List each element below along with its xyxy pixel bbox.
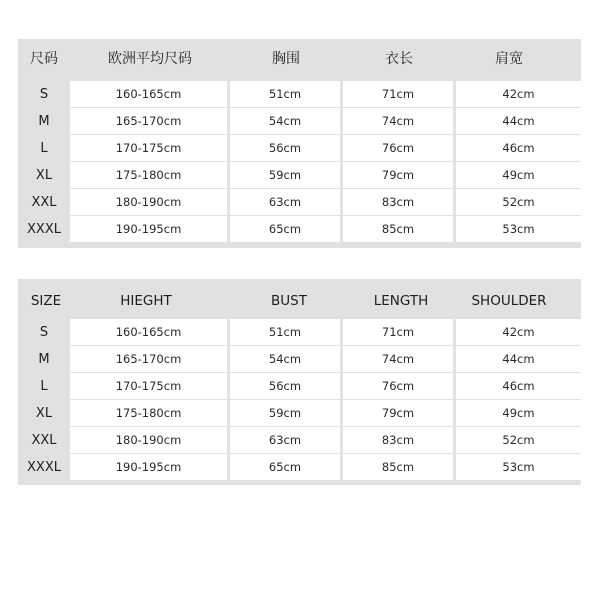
column-header: 尺码 [30,51,58,67]
table-cell: 56cm [230,135,340,161]
table-row [18,216,581,244]
table-cell: 76cm [343,373,453,399]
size-label: L [40,379,48,394]
column-header: 胸围 [272,51,300,67]
size-label: XXXL [27,222,61,237]
table-cell: 52cm [456,427,581,453]
table-cell: 71cm [343,319,453,345]
table-cell: 65cm [230,216,340,242]
table-row [18,189,581,217]
size-label: XXL [31,195,57,210]
table-cell: 190-195cm [70,216,227,242]
table-cell: 76cm [343,135,453,161]
size-label: M [38,114,50,129]
table-cell: 160-165cm [70,81,227,107]
table-row [18,319,581,347]
table-cell: 83cm [343,189,453,215]
table-cell: 190-195cm [70,454,227,480]
table-cell: 51cm [230,319,340,345]
table-row [18,162,581,190]
header-row [18,39,581,79]
column-header: 欧洲平均尺码 [108,51,192,67]
table-row [18,108,581,136]
table-cell: 83cm [343,427,453,453]
table-cell: 180-190cm [70,427,227,453]
table-cell: 54cm [230,346,340,372]
table-cell: 85cm [343,216,453,242]
table-cell: 56cm [230,373,340,399]
table-cell: 59cm [230,162,340,188]
table-cell: 49cm [456,400,581,426]
size-label: XXL [31,433,57,448]
column-header: HIEGHT [120,293,172,309]
size-chart-table-chinese [18,39,581,248]
table-cell: 165-170cm [70,346,227,372]
table-cell: 175-180cm [70,400,227,426]
table-cell: 46cm [456,135,581,161]
table-cell: 59cm [230,400,340,426]
size-label: L [40,141,48,156]
table-row [18,454,581,482]
table-cell: 170-175cm [70,135,227,161]
size-chart-table-english [18,279,581,485]
table-cell: 175-180cm [70,162,227,188]
size-label: XXXL [27,460,61,475]
column-header: BUST [271,293,307,309]
table-cell: 165-170cm [70,108,227,134]
size-label: XL [35,406,53,421]
table-cell: 71cm [343,81,453,107]
table-cell: 51cm [230,81,340,107]
table-cell: 85cm [343,454,453,480]
table-cell: 42cm [456,319,581,345]
size-label: XL [35,168,53,183]
size-label: M [38,352,50,367]
table-cell: 52cm [456,189,581,215]
header-row [18,281,581,321]
table-row [18,373,581,401]
column-header: 肩宽 [495,51,523,67]
table-cell: 79cm [343,162,453,188]
table-cell: 74cm [343,108,453,134]
table-cell: 53cm [456,454,581,480]
table-cell: 65cm [230,454,340,480]
table-row [18,81,581,109]
table-cell: 42cm [456,81,581,107]
column-header: SHOULDER [471,293,547,309]
table-cell: 54cm [230,108,340,134]
table-cell: 180-190cm [70,189,227,215]
table-cell: 79cm [343,400,453,426]
table-cell: 63cm [230,189,340,215]
column-header: LENGTH [373,293,429,309]
table-cell: 63cm [230,427,340,453]
column-header: SIZE [30,293,62,309]
table-cell: 170-175cm [70,373,227,399]
size-label: S [39,325,49,340]
table-cell: 49cm [456,162,581,188]
table-cell: 53cm [456,216,581,242]
table-row [18,135,581,163]
table-row [18,400,581,428]
table-cell: 160-165cm [70,319,227,345]
table-row [18,346,581,374]
table-row [18,427,581,455]
table-cell: 44cm [456,108,581,134]
column-header: 衣长 [385,51,413,67]
table-cell: 44cm [456,346,581,372]
table-cell: 46cm [456,373,581,399]
size-label: S [39,87,49,102]
table-cell: 74cm [343,346,453,372]
